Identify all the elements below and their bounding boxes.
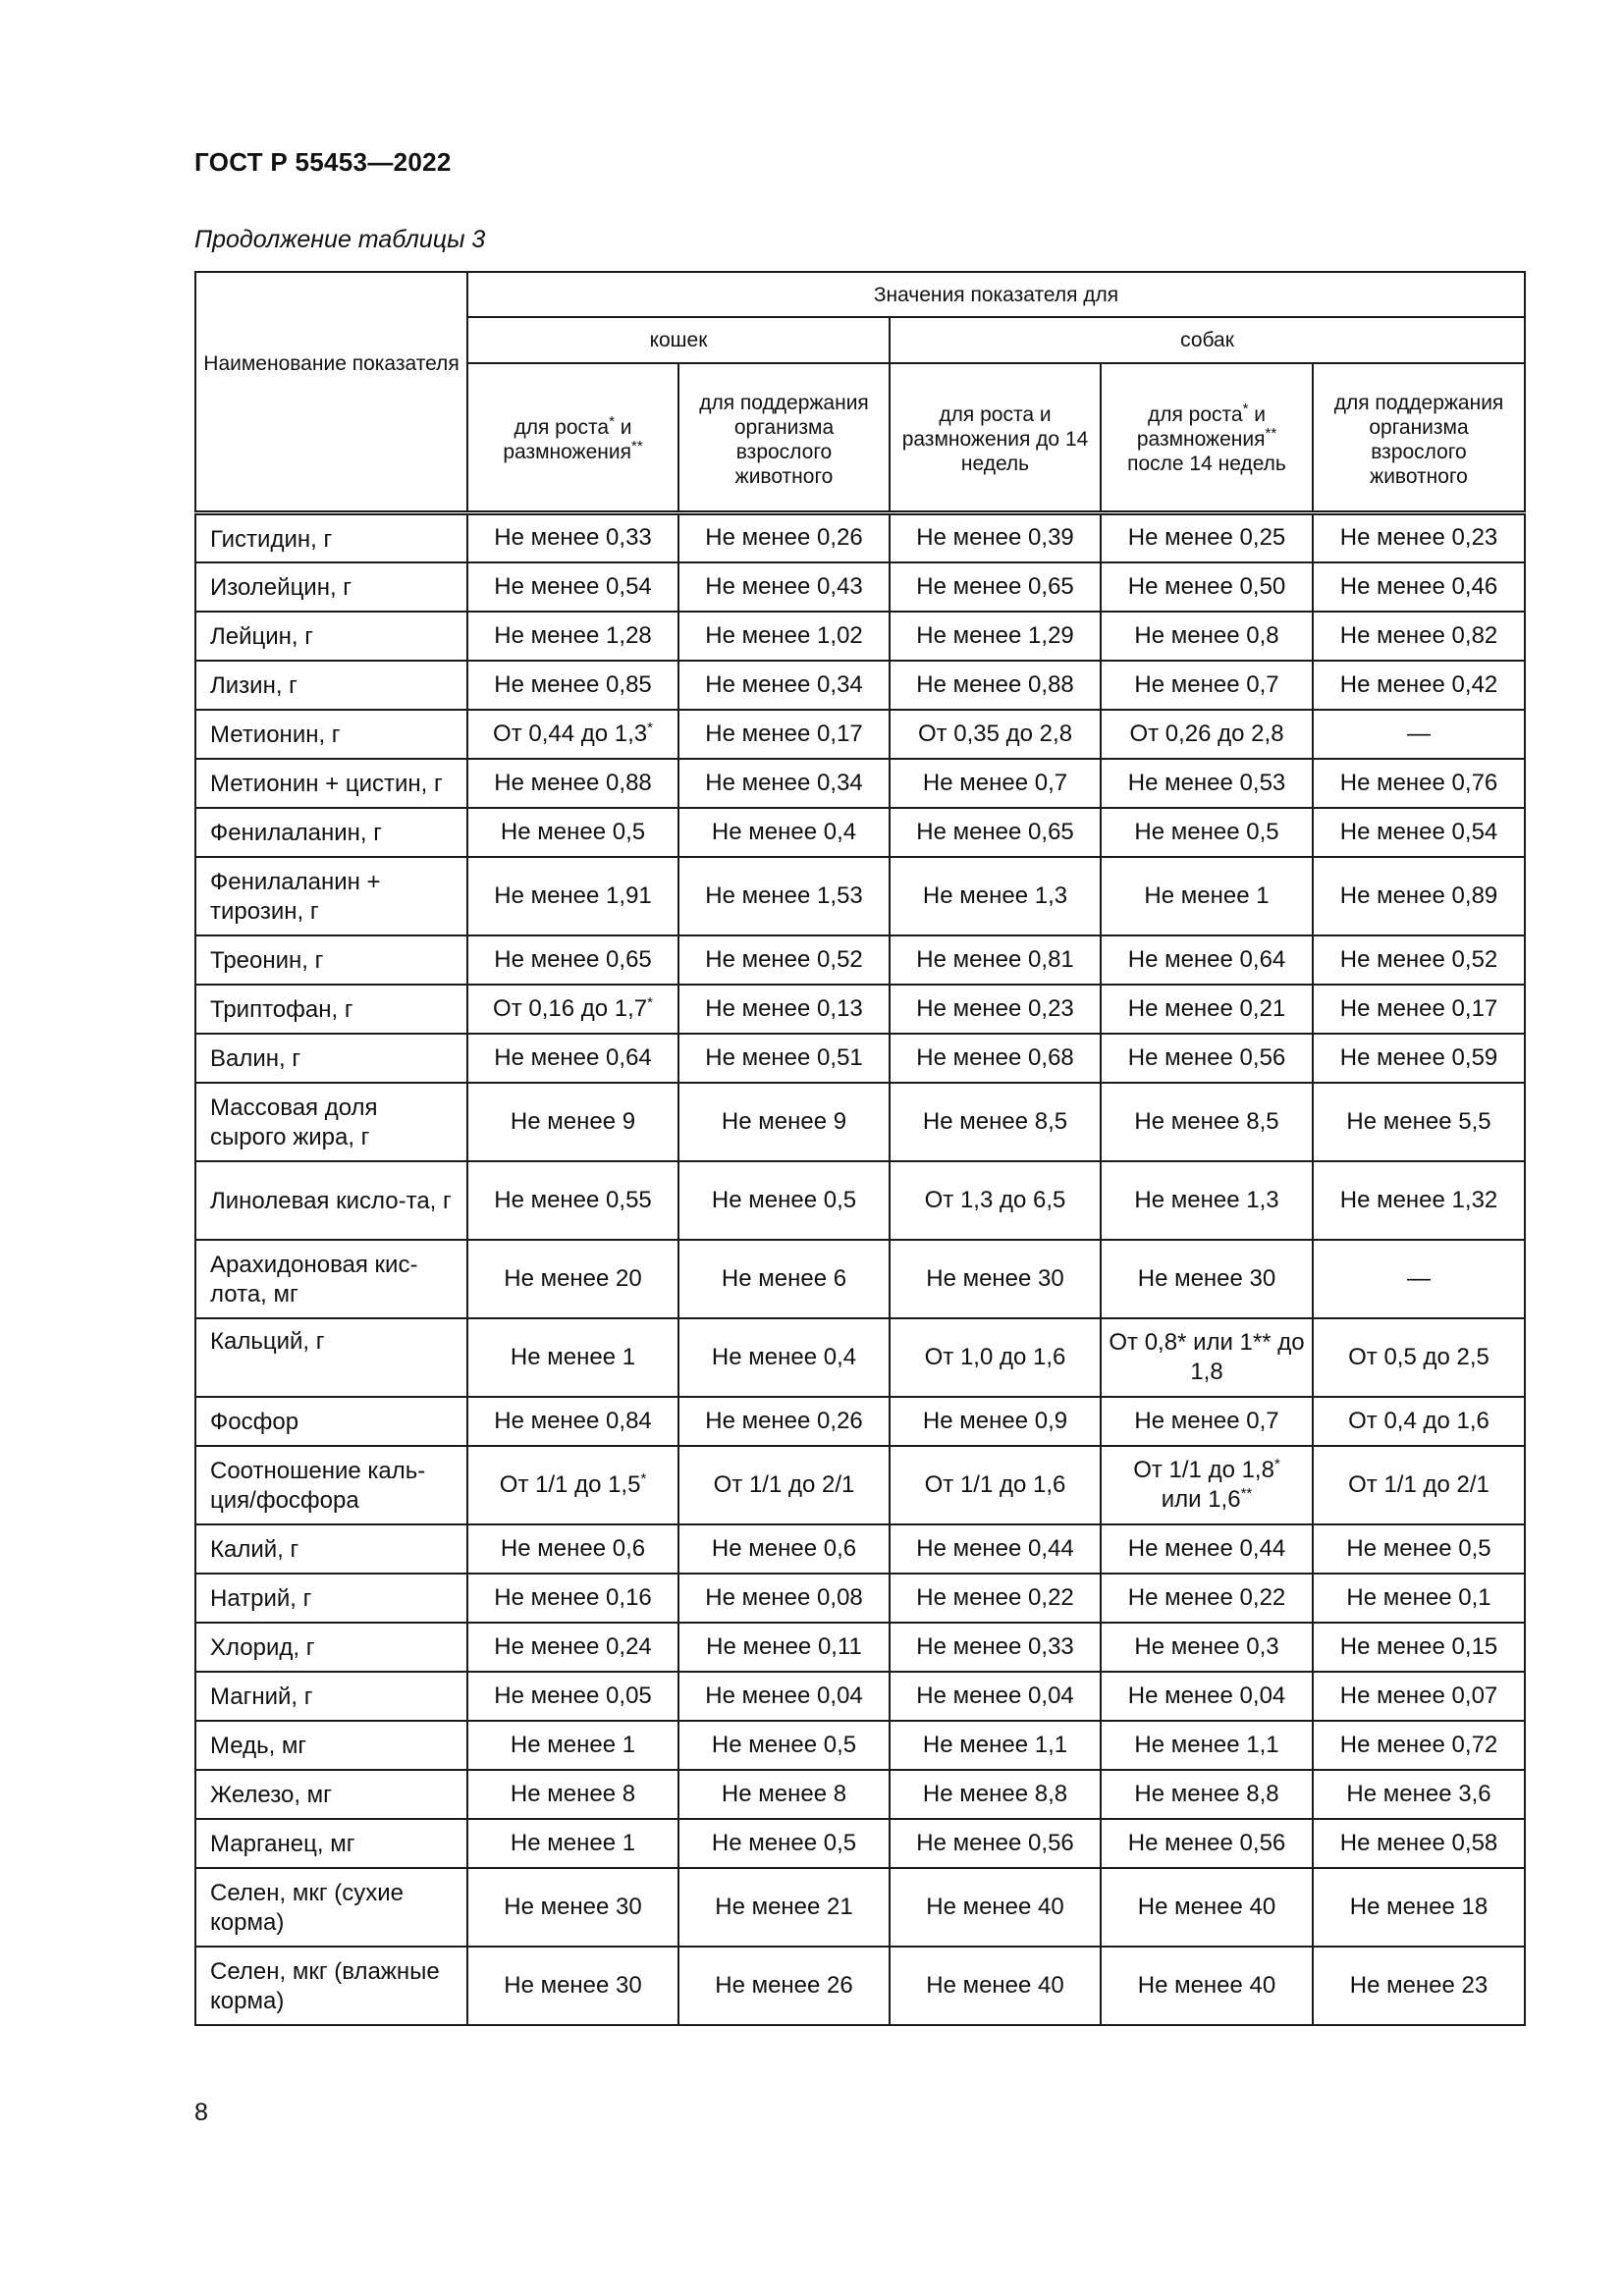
value-cell: Не менее 40 — [1101, 1868, 1313, 1947]
table-row — [195, 1034, 1525, 1083]
row-name: Медь, мг — [195, 1721, 467, 1770]
value-cell: Не менее 0,08 — [678, 1574, 890, 1623]
value-cell: От 0,26 до 2,8 — [1101, 710, 1313, 759]
row-name: Валин, г — [195, 1034, 467, 1083]
row-name: Гистидин, г — [195, 513, 467, 562]
value-cell: Не менее 0,23 — [1313, 513, 1525, 562]
value-cell: Не менее 0,22 — [890, 1574, 1101, 1623]
value-cell: Не менее 1,3 — [1101, 1161, 1313, 1240]
value-cell: Не менее 0,64 — [467, 1034, 678, 1083]
table-row — [195, 1770, 1525, 1819]
value-cell: Не менее 0,65 — [890, 562, 1101, 612]
value-cell: Не менее 0,55 — [467, 1161, 678, 1240]
row-name: Кальций, г — [195, 1318, 467, 1397]
value-cell: Не менее 1 — [1101, 857, 1313, 935]
table-caption: Продолжение таблицы 3 — [194, 226, 486, 253]
value-cell: От 0,35 до 2,8 — [890, 710, 1101, 759]
value-cell: Не менее 0,39 — [890, 513, 1101, 562]
value-cell: Не менее 0,33 — [467, 513, 678, 562]
value-cell: От 1/1 до 2/1 — [1313, 1446, 1525, 1524]
value-cell: Не менее 0,85 — [467, 661, 678, 710]
value-cell: Не менее 40 — [890, 1947, 1101, 2025]
value-cell: Не менее 30 — [890, 1240, 1101, 1318]
value-cell: Не менее 9 — [467, 1083, 678, 1161]
value-cell: Не менее 0,25 — [1101, 513, 1313, 562]
value-cell: Не менее 0,8 — [1101, 612, 1313, 661]
value-cell: Не менее 0,7 — [1101, 661, 1313, 710]
value-cell: — — [1313, 1240, 1525, 1318]
value-cell: — — [1313, 710, 1525, 759]
row-name: Хлорид, г — [195, 1623, 467, 1672]
row-name: Фенилаланин + тирозин, г — [195, 857, 467, 935]
row-name: Метионин + цистин, г — [195, 759, 467, 808]
value-cell: Не менее 8 — [678, 1770, 890, 1819]
value-cell: Не менее 20 — [467, 1240, 678, 1318]
value-cell: Не менее 0,33 — [890, 1623, 1101, 1672]
value-cell: Не менее 1 — [467, 1819, 678, 1868]
header-values-for: Значения показателя для — [467, 272, 1525, 317]
value-cell: Не менее 1,1 — [890, 1721, 1101, 1770]
header-dog-growth-14: для роста и размножения до 14 недель — [890, 363, 1101, 513]
table-row — [195, 1083, 1525, 1161]
value-cell: Не менее 0,05 — [467, 1672, 678, 1721]
value-cell: Не менее 1 — [467, 1318, 678, 1397]
value-cell: Не менее 0,17 — [678, 710, 890, 759]
row-name: Калий, г — [195, 1524, 467, 1574]
value-cell: Не менее 5,5 — [1313, 1083, 1525, 1161]
value-cell: Не менее 0,56 — [1101, 1819, 1313, 1868]
value-cell: Не менее 0,65 — [890, 808, 1101, 857]
value-cell: Не менее 0,3 — [1101, 1623, 1313, 1672]
value-cell: Не менее 0,04 — [1101, 1672, 1313, 1721]
value-cell: Не менее 0,5 — [678, 1161, 890, 1240]
value-cell: От 1/1 до 1,8* или 1,6** — [1101, 1446, 1313, 1524]
table-row — [195, 612, 1525, 661]
table-row — [195, 562, 1525, 612]
value-cell: Не менее 8,5 — [890, 1083, 1101, 1161]
value-cell: Не менее 18 — [1313, 1868, 1525, 1947]
table-row — [195, 1868, 1525, 1947]
header-dog-maintenance: для поддержания организма взрослого животного — [1313, 363, 1525, 513]
value-cell: Не менее 0,04 — [678, 1672, 890, 1721]
table-row — [195, 710, 1525, 759]
value-cell: Не менее 23 — [1313, 1947, 1525, 2025]
table-row — [195, 1819, 1525, 1868]
value-cell: От 1/1 до 1,5* — [467, 1446, 678, 1524]
value-cell: Не менее 0,64 — [1101, 935, 1313, 985]
value-cell: Не менее 0,46 — [1313, 562, 1525, 612]
value-cell: Не менее 0,17 — [1313, 985, 1525, 1034]
row-name: Марганец, мг — [195, 1819, 467, 1868]
value-cell: Не менее 30 — [467, 1947, 678, 2025]
value-cell: Не менее 3,6 — [1313, 1770, 1525, 1819]
value-cell: Не менее 0,51 — [678, 1034, 890, 1083]
value-cell: Не менее 1,1 — [1101, 1721, 1313, 1770]
value-cell: Не менее 0,5 — [678, 1721, 890, 1770]
nutrient-table — [194, 271, 1526, 2026]
value-cell: Не менее 40 — [890, 1868, 1101, 1947]
value-cell: Не менее 0,5 — [1313, 1524, 1525, 1574]
value-cell: Не менее 0,34 — [678, 759, 890, 808]
value-cell: Не менее 21 — [678, 1868, 890, 1947]
value-cell: Не менее 0,6 — [678, 1524, 890, 1574]
row-name: Лизин, г — [195, 661, 467, 710]
value-cell: Не менее 0,42 — [1313, 661, 1525, 710]
header-cat-maintenance: для поддержания организма взрослого животного — [678, 363, 890, 513]
value-cell: Не менее 0,4 — [678, 1318, 890, 1397]
value-cell: Не менее 0,58 — [1313, 1819, 1525, 1868]
value-cell: Не менее 0,5 — [678, 1819, 890, 1868]
value-cell: Не менее 0,76 — [1313, 759, 1525, 808]
row-name: Массовая доля сырого жира, г — [195, 1083, 467, 1161]
value-cell: Не менее 26 — [678, 1947, 890, 2025]
value-cell: От 0,44 до 1,3* — [467, 710, 678, 759]
row-name: Железо, мг — [195, 1770, 467, 1819]
value-cell: Не менее 0,13 — [678, 985, 890, 1034]
value-cell: Не менее 0,24 — [467, 1623, 678, 1672]
value-cell: Не менее 0,4 — [678, 808, 890, 857]
table-row — [195, 661, 1525, 710]
table-row — [195, 1446, 1525, 1524]
table-row — [195, 1574, 1525, 1623]
row-name: Фенилаланин, г — [195, 808, 467, 857]
value-cell: Не менее 0,16 — [467, 1574, 678, 1623]
table-row — [195, 1947, 1525, 2025]
value-cell: Не менее 0,21 — [1101, 985, 1313, 1034]
table-row — [195, 935, 1525, 985]
value-cell: Не менее 0,84 — [467, 1397, 678, 1446]
document-title: ГОСТ Р 55453—2022 — [194, 147, 452, 177]
value-cell: Не менее 0,52 — [1313, 935, 1525, 985]
value-cell: Не менее 1,32 — [1313, 1161, 1525, 1240]
value-cell: Не менее 0,43 — [678, 562, 890, 612]
value-cell: Не менее 1,28 — [467, 612, 678, 661]
value-cell: Не менее 0,07 — [1313, 1672, 1525, 1721]
row-name: Изолейцин, г — [195, 562, 467, 612]
value-cell: Не менее 0,5 — [467, 808, 678, 857]
value-cell: Не менее 0,53 — [1101, 759, 1313, 808]
value-cell: Не менее 8,5 — [1101, 1083, 1313, 1161]
value-cell: Не менее 0,82 — [1313, 612, 1525, 661]
row-name: Соотношение каль-ция/фосфора — [195, 1446, 467, 1524]
value-cell: Не менее 0,65 — [467, 935, 678, 985]
value-cell: Не менее 0,7 — [1101, 1397, 1313, 1446]
value-cell: Не менее 8,8 — [1101, 1770, 1313, 1819]
value-cell: Не менее 1,29 — [890, 612, 1101, 661]
value-cell: От 0,16 до 1,7* — [467, 985, 678, 1034]
value-cell: Не менее 0,11 — [678, 1623, 890, 1672]
table-row — [195, 857, 1525, 935]
value-cell: Не менее 1,91 — [467, 857, 678, 935]
value-cell: Не менее 1,3 — [890, 857, 1101, 935]
value-cell: Не менее 0,50 — [1101, 562, 1313, 612]
value-cell: Не менее 0,56 — [890, 1819, 1101, 1868]
page-number: 8 — [194, 2099, 208, 2126]
value-cell: Не менее 0,26 — [678, 1397, 890, 1446]
header-dogs: собак — [890, 317, 1525, 363]
row-name: Селен, мкг (влажные корма) — [195, 1947, 467, 2025]
value-cell: Не менее 0,72 — [1313, 1721, 1525, 1770]
value-cell: Не менее 0,34 — [678, 661, 890, 710]
value-cell: Не менее 8,8 — [890, 1770, 1101, 1819]
row-name: Магний, г — [195, 1672, 467, 1721]
value-cell: Не менее 0,54 — [1313, 808, 1525, 857]
value-cell: Не менее 0,26 — [678, 513, 890, 562]
value-cell: От 0,4 до 1,6 — [1313, 1397, 1525, 1446]
table-row — [195, 1721, 1525, 1770]
table-row — [195, 1524, 1525, 1574]
value-cell: Не менее 0,52 — [678, 935, 890, 985]
value-cell: Не менее 0,23 — [890, 985, 1101, 1034]
value-cell: Не менее 0,54 — [467, 562, 678, 612]
header-dog-growth-after-14: для роста* и размножения** после 14 недель — [1101, 363, 1313, 513]
value-cell: Не менее 0,88 — [467, 759, 678, 808]
value-cell: Не менее 6 — [678, 1240, 890, 1318]
table-row — [195, 808, 1525, 857]
value-cell: От 1,3 до 6,5 — [890, 1161, 1101, 1240]
value-cell: Не менее 1,53 — [678, 857, 890, 935]
value-cell: Не менее 0,7 — [890, 759, 1101, 808]
value-cell: От 0,5 до 2,5 — [1313, 1318, 1525, 1397]
value-cell: Не менее 9 — [678, 1083, 890, 1161]
header-cat-growth: для роста* и размножения** — [467, 363, 678, 513]
row-name: Триптофан, г — [195, 985, 467, 1034]
row-name: Метионин, г — [195, 710, 467, 759]
value-cell: Не менее 0,6 — [467, 1524, 678, 1574]
table-row — [195, 1318, 1525, 1397]
value-cell: Не менее 0,1 — [1313, 1574, 1525, 1623]
row-name: Натрий, г — [195, 1574, 467, 1623]
value-cell: Не менее 0,22 — [1101, 1574, 1313, 1623]
row-name: Линолевая кисло-та, г — [195, 1161, 467, 1240]
table-row — [195, 1161, 1525, 1240]
value-cell: Не менее 0,59 — [1313, 1034, 1525, 1083]
value-cell: Не менее 8 — [467, 1770, 678, 1819]
row-name: Фосфор — [195, 1397, 467, 1446]
value-cell: Не менее 0,81 — [890, 935, 1101, 985]
value-cell: От 1/1 до 2/1 — [678, 1446, 890, 1524]
value-cell: Не менее 30 — [1101, 1240, 1313, 1318]
value-cell: Не менее 0,56 — [1101, 1034, 1313, 1083]
table-row — [195, 1672, 1525, 1721]
row-name: Треонин, г — [195, 935, 467, 985]
value-cell: Не менее 0,15 — [1313, 1623, 1525, 1672]
value-cell: Не менее 1 — [467, 1721, 678, 1770]
value-cell: Не менее 0,04 — [890, 1672, 1101, 1721]
table-row — [195, 1623, 1525, 1672]
value-cell: Не менее 0,44 — [890, 1524, 1101, 1574]
value-cell: От 1,0 до 1,6 — [890, 1318, 1101, 1397]
value-cell: Не менее 1,02 — [678, 612, 890, 661]
row-name: Арахидоновая кис-лота, мг — [195, 1240, 467, 1318]
value-cell: Не менее 0,5 — [1101, 808, 1313, 857]
value-cell: Не менее 0,44 — [1101, 1524, 1313, 1574]
table-row — [195, 1397, 1525, 1446]
value-cell: От 1/1 до 1,6 — [890, 1446, 1101, 1524]
value-cell: Не менее 40 — [1101, 1947, 1313, 2025]
value-cell: Не менее 0,9 — [890, 1397, 1101, 1446]
header-indicator-name: Наименование показателя — [195, 272, 467, 513]
value-cell: Не менее 30 — [467, 1868, 678, 1947]
value-cell: Не менее 0,88 — [890, 661, 1101, 710]
table-row — [195, 985, 1525, 1034]
row-name: Селен, мкг (сухие корма) — [195, 1868, 467, 1947]
row-name: Лейцин, г — [195, 612, 467, 661]
header-cats: кошек — [467, 317, 890, 363]
value-cell: От 0,8* или 1** до 1,8 — [1101, 1318, 1313, 1397]
table-row — [195, 513, 1525, 562]
value-cell: Не менее 0,89 — [1313, 857, 1525, 935]
value-cell: Не менее 0,68 — [890, 1034, 1101, 1083]
table-row — [195, 759, 1525, 808]
table-row — [195, 1240, 1525, 1318]
